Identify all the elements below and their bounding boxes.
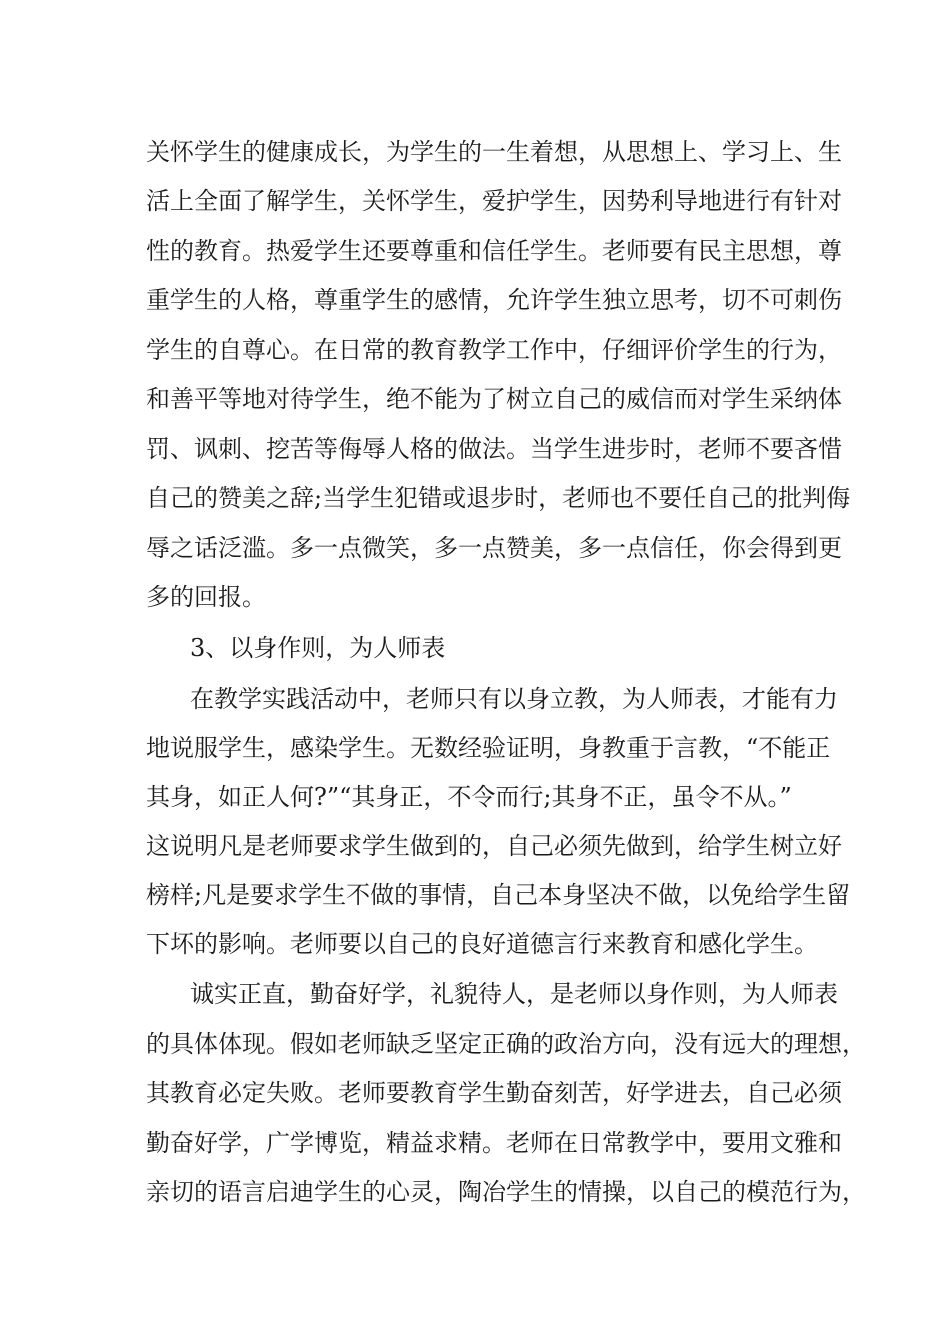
text-line: 多的回报。 xyxy=(146,583,266,611)
text-line: 罚、讽刺、挖苦等侮辱人格的做法。当学生进步时，老师不要吝惜 xyxy=(146,435,842,463)
text-line: 关怀学生的健康成长，为学生的一生着想，从思想上、学习上、生 xyxy=(146,138,842,166)
text-line: 性的教育。热爱学生还要尊重和信任学生。老师要有民主思想，尊 xyxy=(146,237,842,265)
text-line: 这说明凡是老师要求学生做到的，自己必须先做到，给学生树立好 xyxy=(146,832,842,860)
text-line: 诚实正直，勤奋好学，礼貌待人，是老师以身作则，为人师表 xyxy=(190,980,838,1008)
text-line: 下坏的影响。老师要以自己的良好道德言行来教育和感化学生。 xyxy=(146,930,818,958)
text-line: 自己的赞美之辞;当学生犯错或退步时，老师也不要任自己的批判侮 xyxy=(146,484,851,512)
text-line: 在教学实践活动中，老师只有以身立教，为人师表，才能有力 xyxy=(190,685,838,713)
text-line: 和善平等地对待学生，绝不能为了树立自己的威信而对学生采纳体 xyxy=(146,385,842,413)
text-line: 其教育必定失败。老师要教育学生勤奋刻苦，好学进去，自己必须 xyxy=(146,1079,842,1107)
text-line: 勤奋好学，广学博览，精益求精。老师在日常教学中，要用文雅和 xyxy=(146,1129,842,1157)
text-line: 榜样;凡是要求学生不做的事情，自己本身坚决不做，以免给学生留 xyxy=(146,881,851,909)
text-line: 地说服学生，感染学生。无数经验证明，身教重于言教，“不能正 xyxy=(146,734,831,762)
text-line: 重学生的人格，尊重学生的感情，允许学生独立思考，切不可刺伤 xyxy=(146,286,842,314)
text-line: 亲切的语言启迪学生的心灵，陶冶学生的情操，以自己的模范行为， xyxy=(146,1178,866,1206)
text-line: 辱之话泛滥。多一点微笑，多一点赞美，多一点信任，你会得到更 xyxy=(146,534,842,562)
text-line: 活上全面了解学生，关怀学生，爱护学生，因势利导地进行有针对 xyxy=(146,187,842,215)
text-line: 的具体体现。假如老师缺乏坚定正确的政治方向，没有远大的理想， xyxy=(146,1030,866,1058)
text-line: 学生的自尊心。在日常的教育教学工作中，仔细评价学生的行为， xyxy=(146,336,842,364)
text-line: 其身，如正人何?”“其身正，不令而行;其身不正，虽令不从。” xyxy=(146,783,792,811)
section-heading: 3、以身作则，为人师表 xyxy=(190,634,446,662)
